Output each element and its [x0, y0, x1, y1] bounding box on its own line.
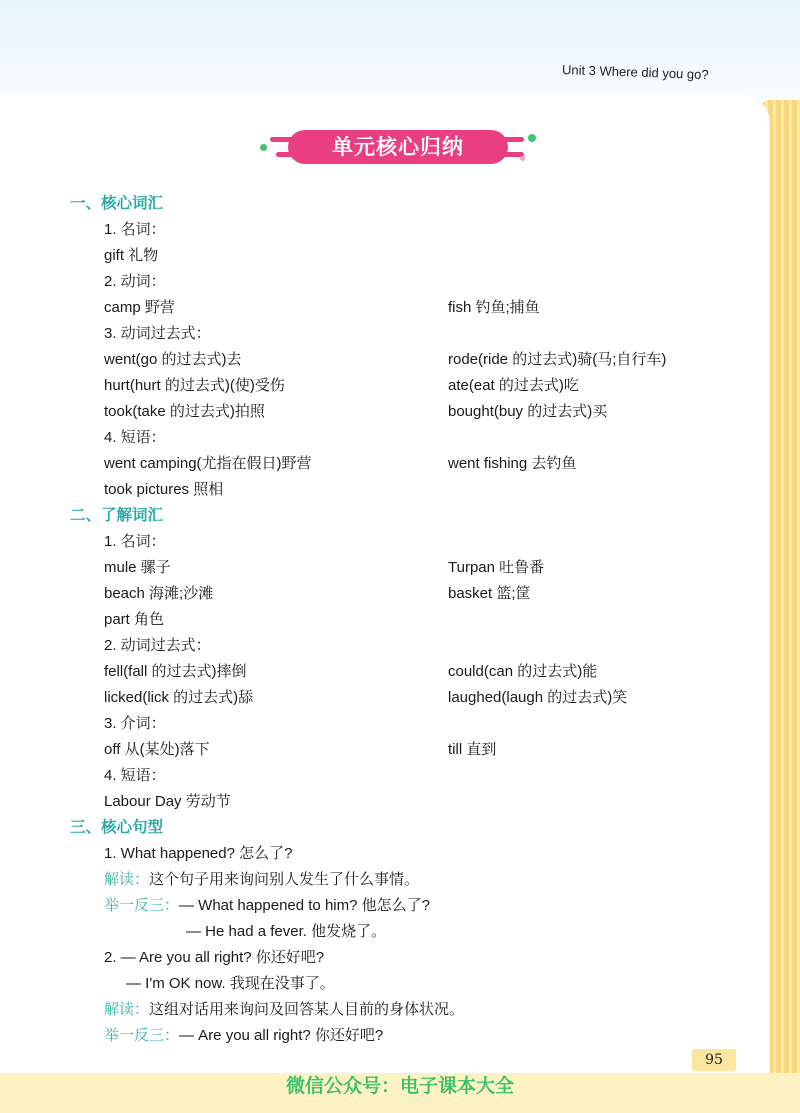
vocab-item: part 角色 — [104, 611, 165, 628]
note-text: 这个句子用来询问别人发生了什么事情。 — [149, 871, 420, 888]
page-number: 95 — [692, 1049, 736, 1071]
example-label: 举一反三： — [104, 897, 180, 914]
page-title: 单元核心归纳 — [288, 130, 508, 164]
section-heading: 一、核心词汇 — [70, 195, 164, 212]
vocab-item: gift 礼物 — [104, 247, 159, 264]
vocab-item: mule 骡子 — [104, 559, 171, 576]
watermark: 微信公众号：电子课本大全 — [285, 1075, 514, 1097]
note-line — [104, 1000, 464, 1020]
sub-label: 4. 短语： — [104, 429, 166, 446]
vocab-item: bought(buy 的过去式)买 — [448, 403, 608, 420]
note-line — [104, 870, 419, 890]
vocab-item: fish 钓鱼;捕鱼 — [448, 299, 540, 316]
vocab-item: went(go 的过去式)去 — [104, 351, 242, 368]
vocab-item: licked(lick 的过去式)舔 — [104, 689, 254, 706]
section-heading: 二、了解词汇 — [70, 507, 164, 524]
note-label: 解读： — [104, 871, 150, 888]
sub-label: 4. 短语： — [104, 767, 166, 784]
vocab-item: took(take 的过去式)拍照 — [104, 403, 265, 420]
vocab-item: till 直到 — [448, 741, 497, 758]
vocab-item: camp 野营 — [104, 299, 175, 316]
note-text: 这组对话用来询问及回答某人目前的身体状况。 — [149, 1001, 465, 1018]
vocab-item: beach 海滩;沙滩 — [104, 585, 214, 602]
sub-label: 2. 动词过去式： — [104, 637, 211, 654]
sub-label: 2. 动词： — [104, 273, 166, 290]
vocab-item: rode(ride 的过去式)骑(马;自行车) — [448, 351, 667, 368]
sub-label: 3. 动词过去式： — [104, 325, 211, 342]
sentence: 2. — Are you all right? 你还好吧? — [104, 949, 325, 966]
sentence: 1. What happened? 怎么了? — [104, 845, 293, 862]
example-label: 举一反三： — [104, 1027, 180, 1044]
example-line — [104, 896, 430, 916]
vocab-item: went camping(尤指在假日)野营 — [104, 455, 312, 472]
vocab-item: ate(eat 的过去式)吃 — [448, 377, 579, 394]
vocab-item: could(can 的过去式)能 — [448, 663, 598, 680]
vocab-item: took pictures 照相 — [104, 481, 224, 498]
note-label: 解读： — [104, 1001, 150, 1018]
sub-label: 1. 名词： — [104, 221, 166, 238]
vocab-item: went fishing 去钓鱼 — [448, 455, 577, 472]
vocab-item: fell(fall 的过去式)摔倒 — [104, 663, 247, 680]
vocab-item: Turpan 吐鲁番 — [448, 559, 545, 576]
vocab-item: laughed(laugh 的过去式)笑 — [448, 689, 628, 706]
vocab-item: hurt(hurt 的过去式)(使)受伤 — [104, 377, 285, 394]
sub-label: 3. 介词： — [104, 715, 166, 732]
vocab-item: Labour Day 劳动节 — [104, 793, 231, 810]
sub-label: 1. 名词： — [104, 533, 166, 550]
example-line — [104, 1026, 383, 1046]
vocab-item: off 从(某处)落下 — [104, 741, 210, 758]
example-text: — He had a fever. 他发烧了。 — [186, 923, 387, 940]
example-text: — Are you all right? 你还好吧? — [179, 1027, 384, 1044]
example-text: — What happened to him? 他怎么了? — [179, 897, 430, 914]
unit-header: Unit 3 Where did you go? — [561, 62, 709, 83]
section-heading: 三、核心句型 — [70, 819, 164, 836]
vocab-item: basket 篮;筐 — [448, 585, 531, 602]
sentence: — I'm OK now. 我现在没事了。 — [126, 975, 335, 992]
